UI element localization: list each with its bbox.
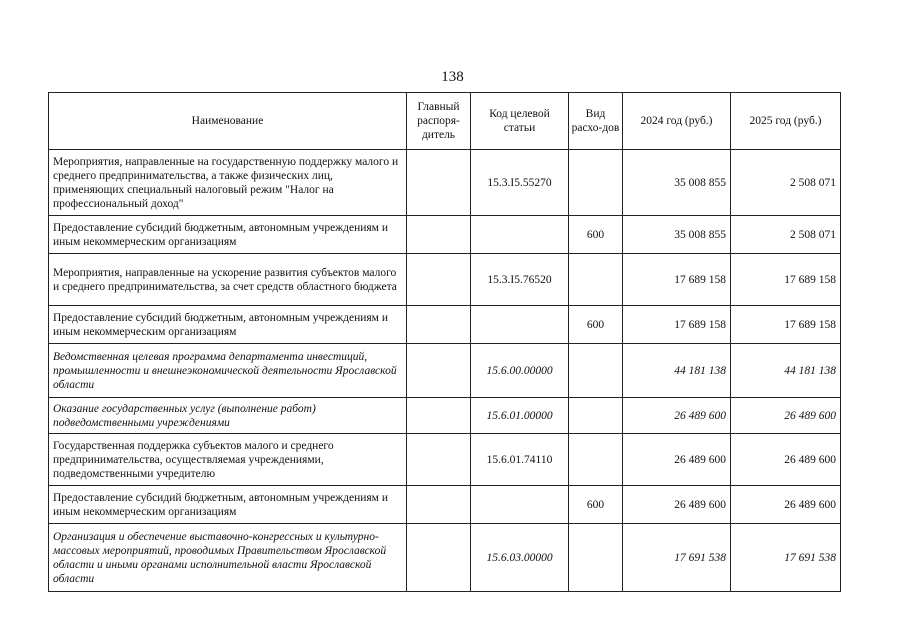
row-code-cell: 15.6.00.00000 — [471, 344, 569, 398]
table-row — [49, 150, 841, 216]
row-code-cell: 15.6.01.74110 — [471, 434, 569, 486]
row-admin-cell — [407, 306, 471, 344]
row-2024-cell: 35 008 855 — [623, 150, 731, 216]
row-admin-cell — [407, 150, 471, 216]
row-type-cell — [569, 398, 623, 434]
row-2024-cell: 26 489 600 — [623, 434, 731, 486]
table-header-row — [49, 93, 841, 150]
header-type: Вид расхо-дов — [569, 93, 623, 150]
row-type-cell: 600 — [569, 216, 623, 254]
header-admin: Главный распоря-дитель — [407, 93, 471, 150]
row-code-cell — [471, 216, 569, 254]
row-2024-cell: 44 181 138 — [623, 344, 731, 398]
row-2025-cell: 26 489 600 — [731, 398, 841, 434]
row-2025-cell: 2 508 071 — [731, 216, 841, 254]
row-type-cell — [569, 344, 623, 398]
table-row — [49, 344, 841, 398]
row-name-cell: Предоставление субсидий бюджетным, автономным учреждениям и иным некоммерческим организациям — [49, 306, 407, 344]
row-admin-cell — [407, 486, 471, 524]
row-admin-cell — [407, 216, 471, 254]
table-row — [49, 486, 841, 524]
row-2024-cell: 26 489 600 — [623, 486, 731, 524]
row-name-cell: Государственная поддержка субъектов малого и среднего предпринимательства, осуществляемая учреждениями, подведомственными учредителю — [49, 434, 407, 486]
row-name-cell: Организация и обеспечение выставочно-конгрессных и культурно-массовых мероприятий, проводимых Правительством Ярославской области и иными органами исполнительной власти Ярославской области — [49, 524, 407, 592]
row-code-cell: 15.6.03.00000 — [471, 524, 569, 592]
row-name-cell: Оказание государственных услуг (выполнение работ) подведомственными учреждениями — [49, 398, 407, 434]
row-code-cell — [471, 486, 569, 524]
table-row — [49, 524, 841, 592]
row-code-cell: 15.6.01.00000 — [471, 398, 569, 434]
table-row — [49, 254, 841, 306]
header-2025: 2025 год (руб.) — [731, 93, 841, 150]
row-2025-cell: 17 691 538 — [731, 524, 841, 592]
table-row — [49, 434, 841, 486]
row-2025-cell: 17 689 158 — [731, 254, 841, 306]
row-name-cell: Ведомственная целевая программа департамента инвестиций, промышленности и внешнеэкономической деятельности Ярославской области — [49, 344, 407, 398]
table-body — [49, 150, 841, 592]
row-type-cell — [569, 254, 623, 306]
row-2025-cell: 26 489 600 — [731, 486, 841, 524]
row-type-cell — [569, 150, 623, 216]
row-admin-cell — [407, 398, 471, 434]
row-name-cell: Мероприятия, направленные на ускорение развития субъектов малого и среднего предпринимательства, за счет средств областного бюджета — [49, 254, 407, 306]
row-2025-cell: 2 508 071 — [731, 150, 841, 216]
page-number: 138 — [441, 69, 464, 85]
table-row — [49, 306, 841, 344]
row-admin-cell — [407, 434, 471, 486]
row-name-cell: Предоставление субсидий бюджетным, автономным учреждениям и иным некоммерческим организациям — [49, 216, 407, 254]
row-type-cell: 600 — [569, 486, 623, 524]
row-code-cell: 15.3.I5.76520 — [471, 254, 569, 306]
row-code-cell — [471, 306, 569, 344]
budget-table — [48, 92, 841, 592]
header-2024: 2024 год (руб.) — [623, 93, 731, 150]
row-type-cell: 600 — [569, 306, 623, 344]
table-row — [49, 398, 841, 434]
table-row — [49, 216, 841, 254]
row-2025-cell: 44 181 138 — [731, 344, 841, 398]
header-code: Код целевой статьи — [471, 93, 569, 150]
row-2024-cell: 26 489 600 — [623, 398, 731, 434]
row-2024-cell: 17 689 158 — [623, 306, 731, 344]
row-name-cell: Предоставление субсидий бюджетным, автономным учреждениям и иным некоммерческим организациям — [49, 486, 407, 524]
row-type-cell — [569, 434, 623, 486]
row-name-cell: Мероприятия, направленные на государственную поддержку малого и среднего предпринимательства, а также физических лиц, применяющих специальный налоговый режим "Налог на профессиональный доход" — [49, 150, 407, 216]
row-admin-cell — [407, 524, 471, 592]
row-code-cell: 15.3.I5.55270 — [471, 150, 569, 216]
row-2024-cell: 35 008 855 — [623, 216, 731, 254]
header-name: Наименование — [49, 93, 407, 150]
row-admin-cell — [407, 344, 471, 398]
row-2024-cell: 17 691 538 — [623, 524, 731, 592]
row-admin-cell — [407, 254, 471, 306]
row-type-cell — [569, 524, 623, 592]
row-2025-cell: 17 689 158 — [731, 306, 841, 344]
row-2025-cell: 26 489 600 — [731, 434, 841, 486]
row-2024-cell: 17 689 158 — [623, 254, 731, 306]
